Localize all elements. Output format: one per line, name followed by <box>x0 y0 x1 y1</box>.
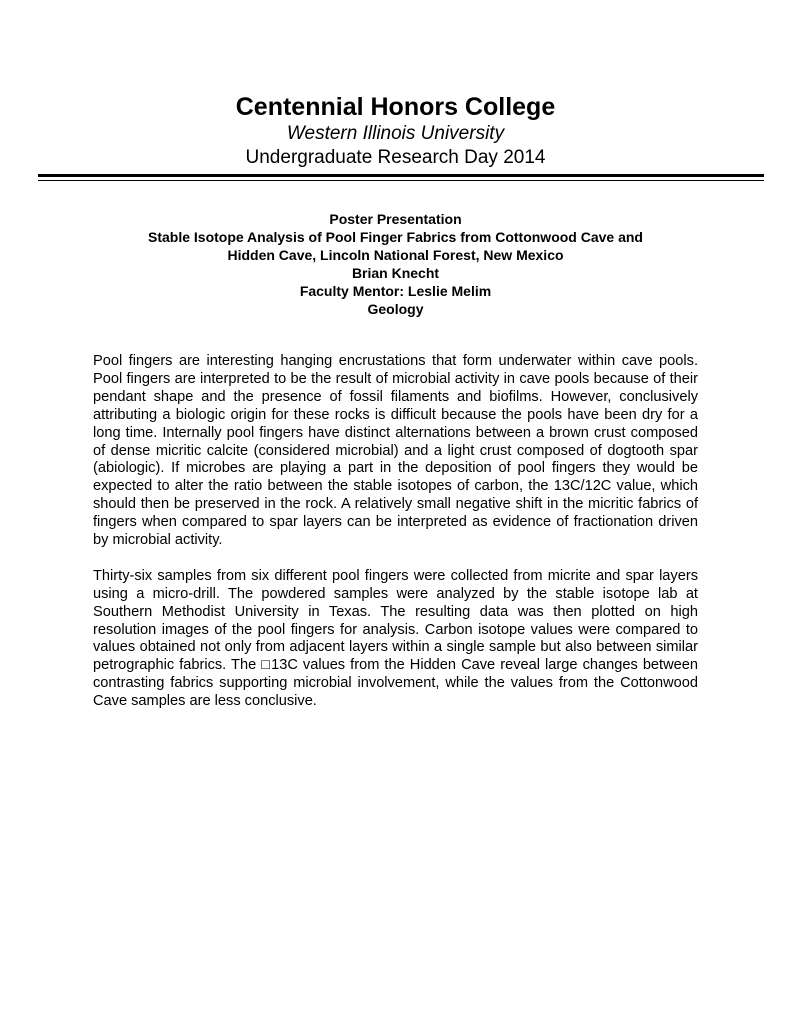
department: Geology <box>367 301 424 317</box>
college-title: Centennial Honors College <box>235 93 556 121</box>
abstract-body <box>93 353 698 729</box>
header-divider-thick <box>38 174 764 177</box>
faculty-mentor: Faculty Mentor: Leslie Melim <box>299 283 492 299</box>
abstract-paragraph-2: Thirty-six samples from six different pool fingers were collected from micrite and spar layers using a micro-drill. The powdered samples were analyzed by the stable isotope lab at Southern Methodist University in Texas. The resulting data was then plotted on high resolution images of the pool fingers for analysis. Carbon isotope values were compared to values obtained not only from adjacent layers within a single sample but also between similar petrographic fabrics. The □13C values from the Hidden Cave reveal large changes between contrasting fabrics supporting microbial involvement, while the values from the Cottonwood Cave samples are less conclusive. <box>93 567 698 710</box>
university-name: Western Illinois University <box>286 123 505 144</box>
page-header <box>0 92 791 170</box>
abstract-paragraph-1: Pool fingers are interesting hanging encrustations that form underwater within cave pools. Pool fingers are interpreted to be the result of microbial activity in cave pools because of their pendant shape and the presence of fossil filaments and biofilms. However, conclusively attributing a biologic origin for these rocks is difficult because the pools have been dry for a long time. Internally pool fingers have distinct alternations between a brown crust composed of dense micritic calcite (considered microbial) and a light crust composed of dogtooth spar (abiologic). If microbes are playing a part in the deposition of pool fingers they would be expected to alter the ratio between the stable isotopes of carbon, the 13C/12C value, which should then be preserved in the rock. A relatively small negative shift in the micritic fabrics of fingers when compared to spar layers can be interpreted as evidence of fractionation driven by microbial activity. <box>93 353 698 549</box>
presentation-type: Poster Presentation <box>329 211 462 227</box>
presentation-title-line-1: Stable Isotope Analysis of Pool Finger Fabrics from Cottonwood Cave and <box>148 229 643 245</box>
author-name: Brian Knecht <box>351 265 440 281</box>
presentation-title-line-2: Hidden Cave, Lincoln National Forest, New Mexico <box>227 247 564 263</box>
header-divider-thin <box>38 180 764 181</box>
presentation-heading <box>93 210 698 318</box>
event-name: Undergraduate Research Day 2014 <box>245 147 546 168</box>
